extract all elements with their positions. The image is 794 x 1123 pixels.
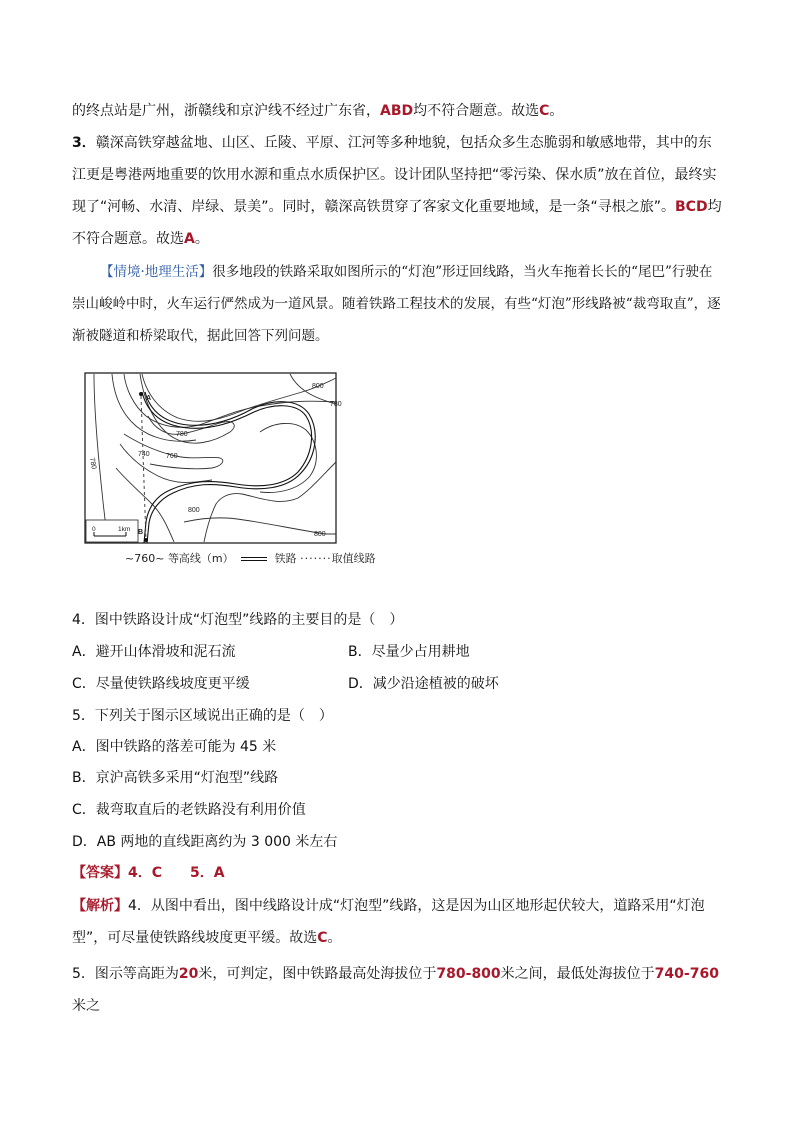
- contour-label-800-bottom: 800: [188, 507, 200, 514]
- contour-label-780-right: 780: [330, 401, 342, 408]
- answer-tag: 【答案】: [72, 865, 128, 881]
- answer-text: 4．C 5．A: [128, 865, 225, 881]
- q5-option-d[interactable]: D．AB 两地的直线距离约为 3 000 米左右: [72, 834, 338, 850]
- point-a-label: A: [146, 395, 152, 402]
- figure-legend: [125, 550, 376, 566]
- contour-label-780-edge: 780: [88, 457, 97, 470]
- context-paragraph: 【情境·地理生活】很多地段的铁路采取如图所示的“灯泡”形迂回线路，当火车拖着长长的“尾巴”行驶在崇山峻岭中时，火车运行俨然成为一道风景。随着铁路工程技术的发展，有些“灯泡”形线路被“裁弯取直”，逐渐被隧道和桥梁取代，据此回答下列问题。: [72, 264, 721, 344]
- contour-label-740: 740: [138, 451, 150, 458]
- contour-map: [84, 372, 342, 544]
- contour-label-760: 760: [166, 453, 178, 460]
- question-5-stem: 5．下列关于图示区域说出正确的是（ ）: [72, 708, 333, 724]
- paragraph-q2-end: 的终点站是广州，浙赣线和京沪线不经过广东省，ABD均不符合题意。故选C。: [72, 103, 564, 119]
- legend-line-label: 取值线路: [331, 552, 376, 565]
- legend-contour-label: 等高线（m）: [167, 552, 234, 565]
- q5-option-a[interactable]: A．图中铁路的落差可能为 45 米: [72, 739, 277, 755]
- analysis-tag: 【解析】: [72, 898, 128, 914]
- contour-label-780-left: 780: [176, 431, 188, 438]
- context-tag: 【情境·地理生活】: [100, 264, 213, 280]
- legend-contour-sample: ~760~: [125, 552, 165, 565]
- contour-map-figure: [84, 372, 342, 544]
- answer-line: [72, 862, 225, 884]
- q5-option-b[interactable]: B．京沪高铁多采用“灯泡型”线路: [72, 770, 279, 786]
- paragraph-q5-explanation: 5．图示等高距为20米，可判定，图中铁路最高处海拔位于780-800米之间，最低处海拔位于740-760米之: [72, 966, 719, 1014]
- point-b-label: B: [138, 529, 144, 536]
- q4-option-d[interactable]: D．减少沿途植被的破坏: [348, 676, 499, 692]
- legend-rail-label: 铁路: [274, 552, 297, 565]
- paragraph-q3-explanation: 3．赣深高铁穿越盆地、山区、丘陵、平原、江河等多种地貌，包括众多生态脆弱和敏感地带，其中的东江更是粤港两地重要的饮用水源和重点水质保护区。设计团队坚持把“零污染、保水质”放在首位，最终实现了“河畅、水清、岸绿、景美”。同时，赣深高铁贯穿了客家文化重要地域，是一条“寻根之旅”。BCD均不符合题意。故选A。: [72, 135, 722, 247]
- question-4-stem: 4．图中铁路设计成“灯泡型”线路的主要目的是（ ）: [72, 612, 404, 628]
- analysis-paragraph: 【解析】4．从图中看出，图中线路设计成“灯泡型”线路，这是因为山区地形起伏较大，道路采用“灯泡型”，可尽量使铁路线坡度更平缓。故选C。: [72, 898, 705, 946]
- q4-option-c[interactable]: C．尽量使铁路线坡度更平缓: [72, 676, 250, 692]
- contour-label-800-top: 800: [312, 383, 324, 390]
- q4-option-a[interactable]: A．避开山体滑坡和泥石流: [72, 644, 236, 660]
- q4-option-b[interactable]: B．尽量少占用耕地: [348, 644, 470, 660]
- contour-label-800-corner: 800: [314, 531, 326, 538]
- q5-option-c[interactable]: C．裁弯取直后的老铁路没有利用价值: [72, 802, 306, 818]
- scale-one-km: 1km: [118, 526, 131, 533]
- rail-line-symbol: [241, 557, 267, 561]
- scale-zero: 0: [92, 526, 96, 533]
- dotted-line-symbol: ·······: [300, 552, 332, 565]
